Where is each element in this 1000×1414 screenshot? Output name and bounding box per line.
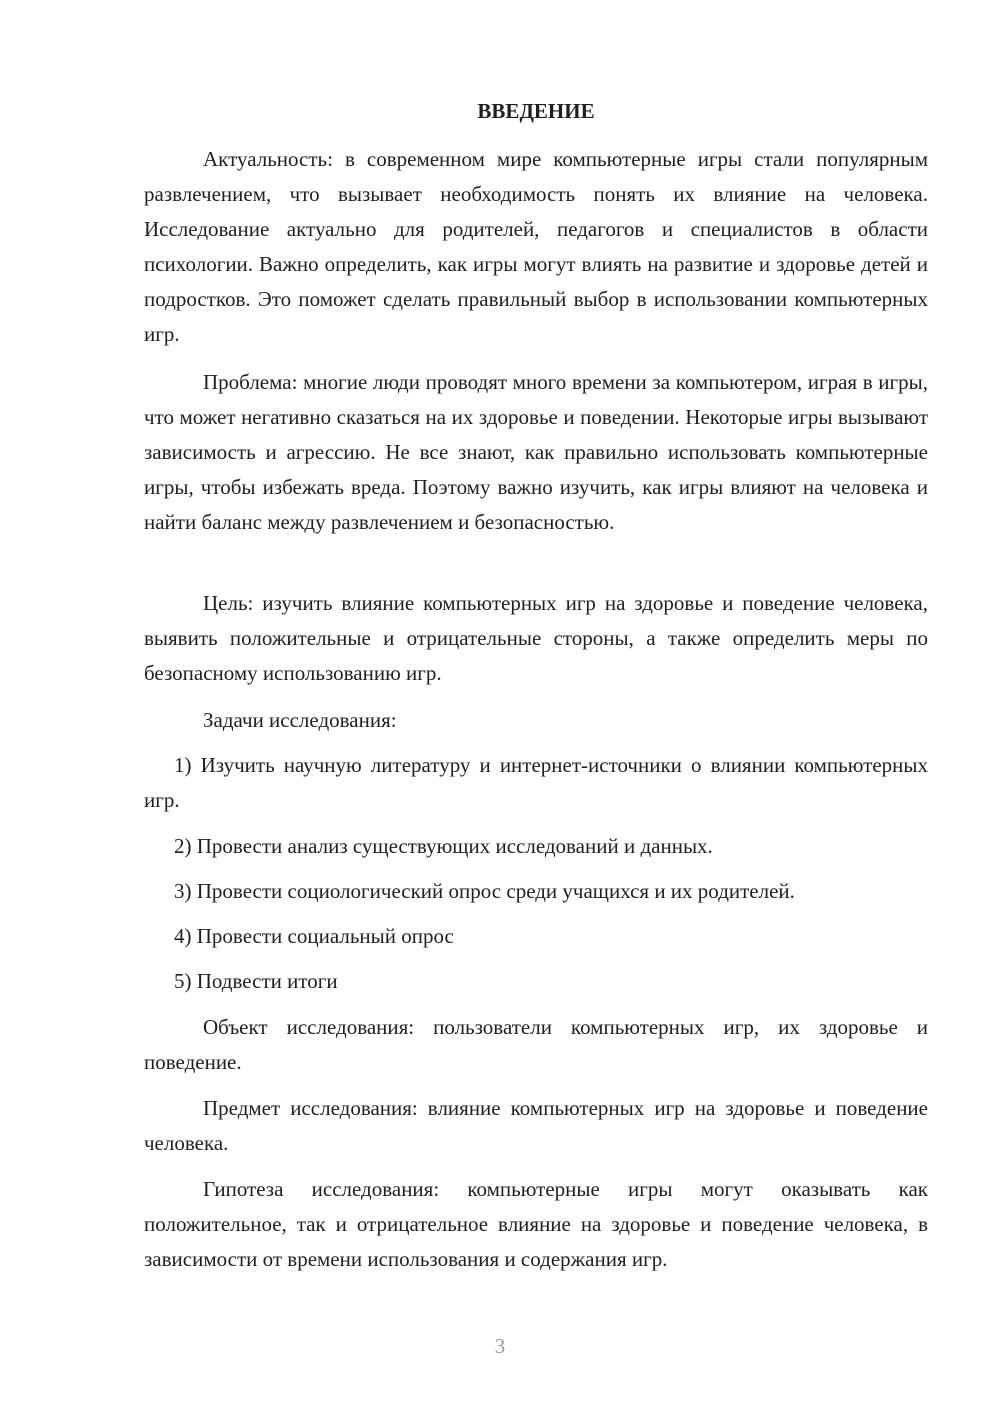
task-item-4: 4) Провести социальный опрос: [174, 924, 454, 948]
task-item-2: 2) Провести анализ существующих исследований и данных.: [174, 834, 713, 858]
paragraph-relevance: Актуальность: в современном мире компьютерные игры стали популярным развлечением, что вызывает необходимость понять их влияние на человека. Исследование актуально для родителей, педагогов и специалистов в области психологии. Важно определить, как игры могут влиять на развитие и здоровье детей и подростков. Это поможет сделать правильный выбор в использовании компьютерных игр.: [144, 147, 928, 346]
paragraph-object: Объект исследования: пользователи компьютерных игр, их здоровье и поведение.: [144, 1015, 928, 1074]
page-title: ВВЕДЕНИЕ: [477, 99, 595, 123]
task-item-3: 3) Провести социологический опрос среди учащихся и их родителей.: [174, 879, 795, 903]
tasks-heading: Задачи исследования:: [203, 708, 397, 732]
paragraph-problem: Проблема: многие люди проводят много времени за компьютером, играя в игры, что может негативно сказаться на их здоровье и поведении. Некоторые игры вызывают зависимость и агрессию. Не все знают, как правильно использовать компьютерные игры, чтобы избежать вреда. Поэтому важно изучить, как игры влияют на человека и найти баланс между развлечением и безопасностью.: [144, 370, 928, 534]
page-number: 3: [494, 1334, 506, 1358]
paragraph-goal: Цель: изучить влияние компьютерных игр на здоровье и поведение человека, выявить положительные и отрицательные стороны, а также определить меры по безопасному использованию игр.: [144, 591, 928, 685]
paragraph-subject: Предмет исследования: влияние компьютерных игр на здоровье и поведение человека.: [144, 1096, 928, 1155]
task-item-1: 1) Изучить научную литературу и интернет-источники о влиянии компьютерных игр.: [144, 753, 928, 812]
task-item-5: 5) Подвести итоги: [174, 969, 338, 993]
paragraph-hypothesis: Гипотеза исследования: компьютерные игры могут оказывать как положительное, так и отрицательное влияние на здоровье и поведение человека, в зависимости от времени использования и содержания игр.: [144, 1177, 928, 1271]
